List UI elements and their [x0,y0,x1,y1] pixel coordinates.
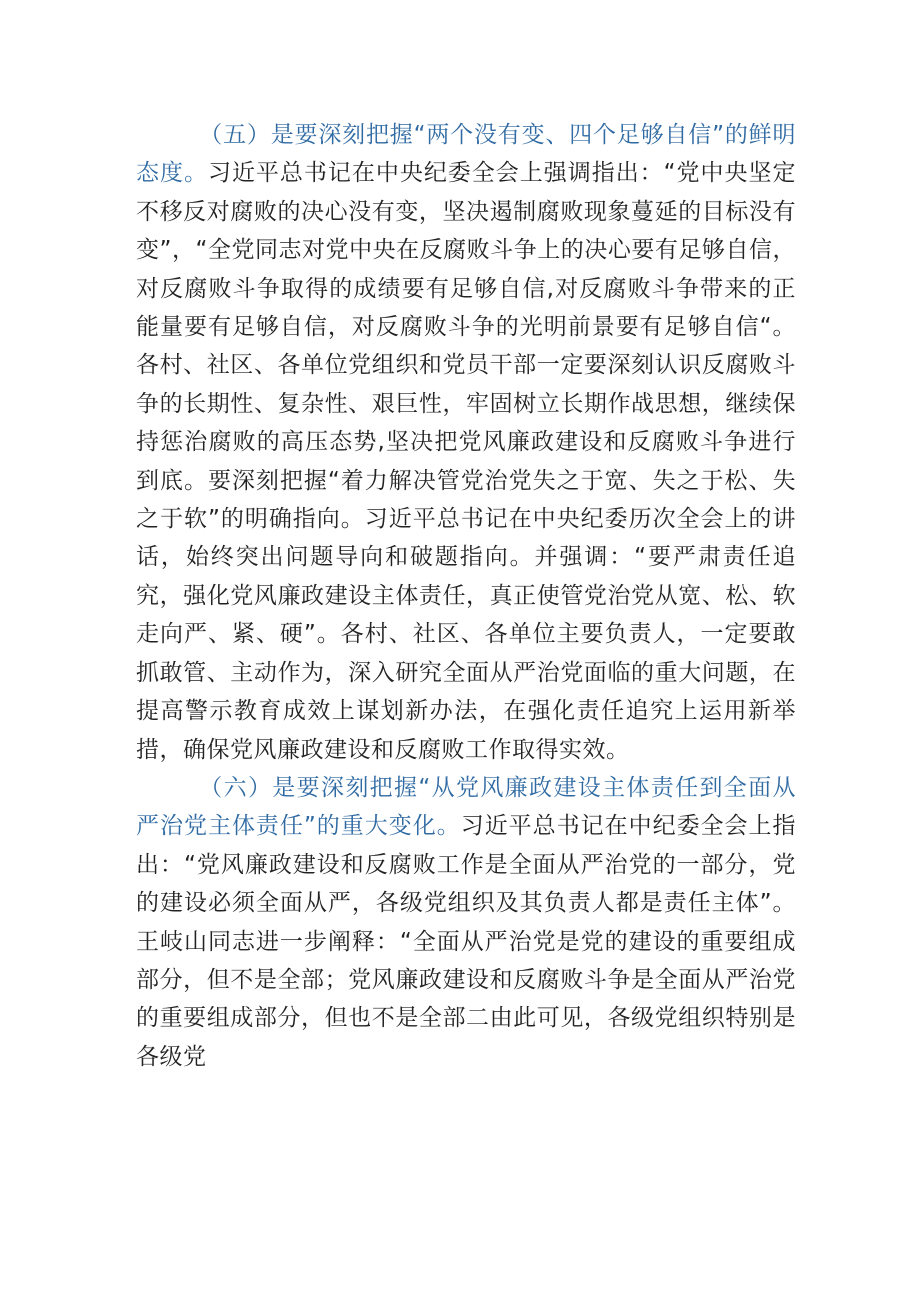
paragraph-6 [136,769,796,1076]
paragraph-6-heading: （六）是要深刻把握“从党风廉政建设主体责任到全面从严治党主体责任”的重大变化。 [136,774,796,840]
paragraph-5 [136,116,796,769]
paragraph-5-heading: （五）是要深刻把握“两个没有变、四个足够自信”的鲜明态度。 [136,122,796,187]
paragraph-5-body: 习近平总书记在中央纪委全会上强调指出：“党中央坚定不移反对腐败的决心没有变，坚决遏制腐败现象蔓延的目标没有变”，“全党同志对党中央在反腐败斗争上的决心要有足够自信，对反腐败斗争取得的成绩要有足够自信,对反腐败斗争带来的正能量要有足够自信，对反腐败斗争的光明前景要有足够自信“。各村、社区、各单位党组织和党员干部一定要深刻认识反腐败斗争的长期性、复杂性、艰巨性，牢固树立长期作战思想，继续保持惩治腐败的高压态势,坚决把党风廉政建设和反腐败斗争进行到底。要深刻把握“着力解决管党治党失之于宽、失之于松、失之于软”的明确指向。习近平总书记在中央纪委历次全会上的讲话，始终突出问题导向和破题指向。并强调：“要严肃责任追究，强化党风廉政建设主体责任，真正使管党治党从宽、松、软走向严、紧、硬”。各村、社区、各单位主要负责人，一定要敢抓敢管、主动作为，深入研究全面从严治党面临的重大问题，在提高警示教育成效上谋划新办法，在强化责任追究上运用新举措，确保党风廉政建设和反腐败工作取得实效。 [136,160,796,763]
document-body [136,116,796,1076]
paragraph-6-body: 习近平总书记在中纪委全会上指出：“党风廉政建设和反腐败工作是全面从严治党的一部分，党的建设必须全面从严，各级党组织及其负责人都是责任主体”。王岐山同志进一步阐释：“全面从严治党是党的建设的重要组成部分，但不是全部；党风廉政建设和反腐败斗争是全面从严治党的重要组成部分，但也不是全部二由此可见，各级党组织特别是各级党 [136,813,796,1070]
